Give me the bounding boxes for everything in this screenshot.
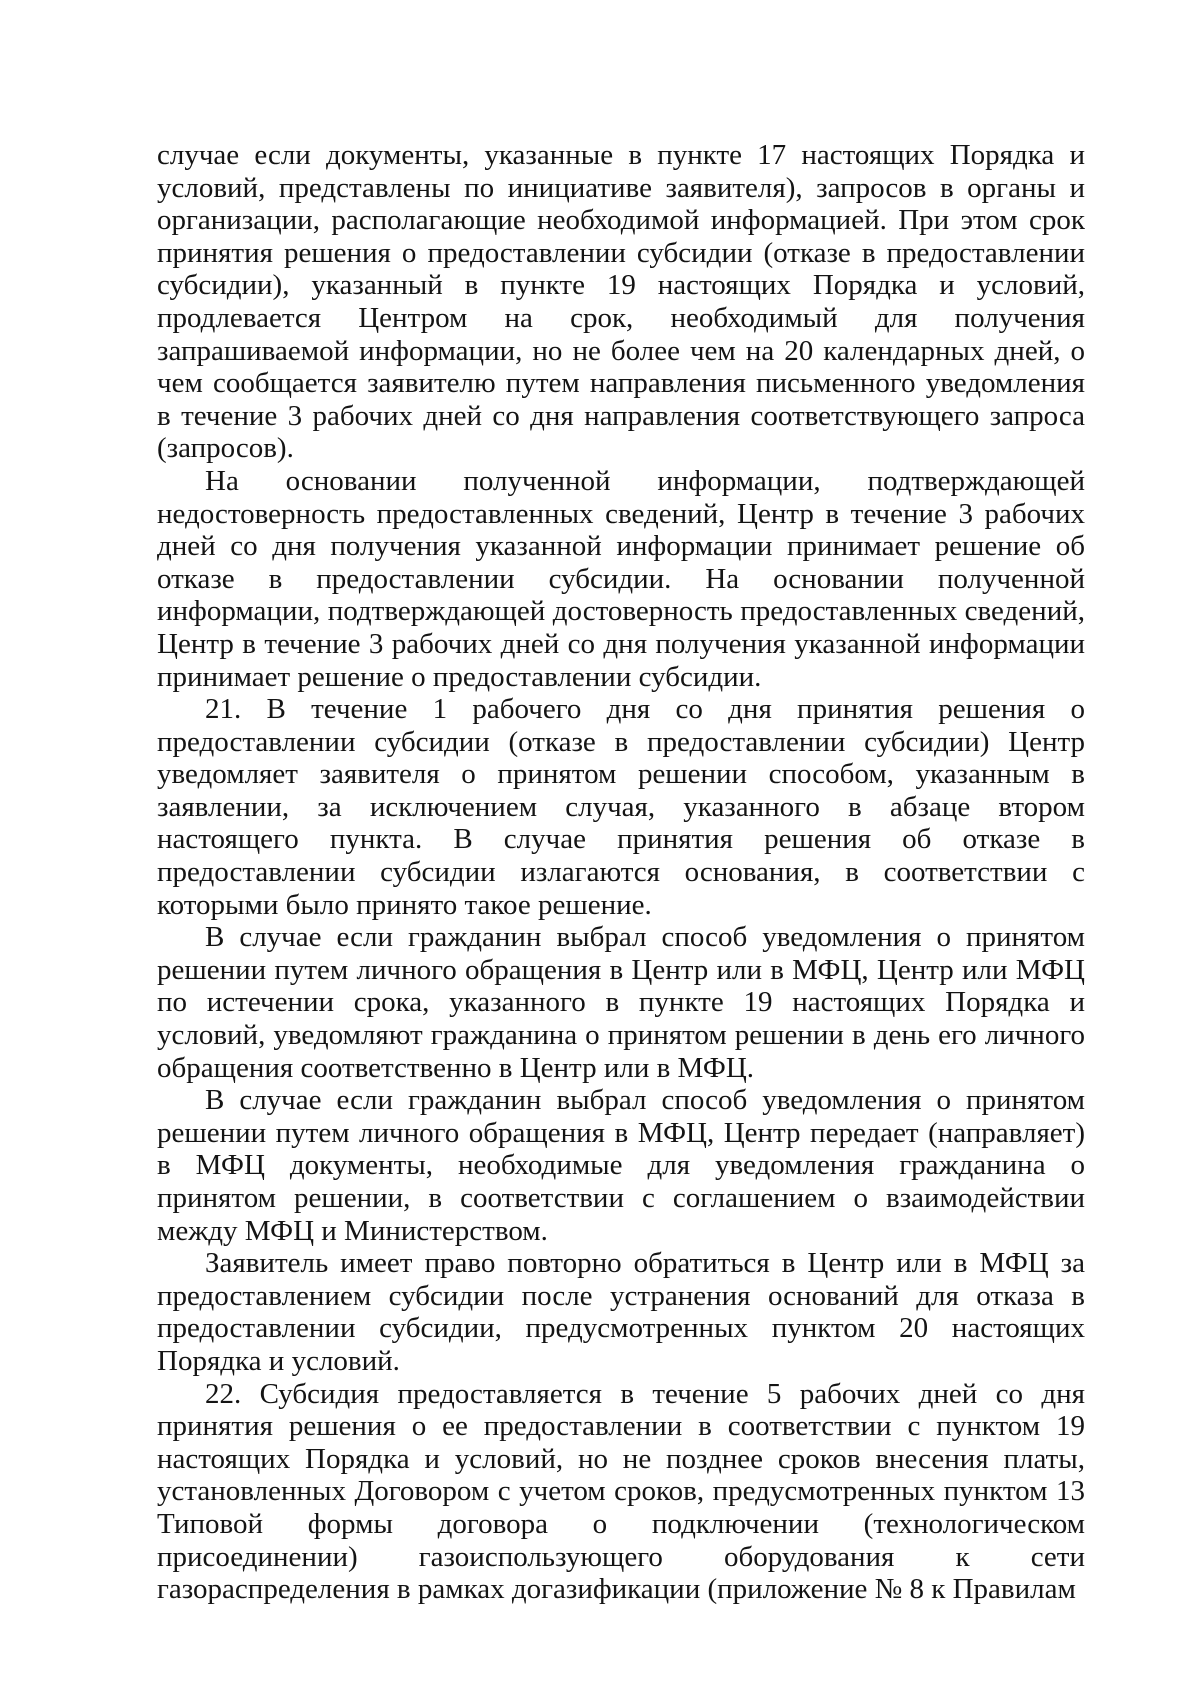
paragraph-verification-result: На основании полученной информации, подтверждающей недостоверность предоставленных сведений, Центр в течение 3 рабочих дней со дня получения указанной информации принимает решение об отказе в предоставлении субсидии. На основании полученной информации, подтверждающей достоверность предоставленных сведений, Центр в течение 3 рабочих дней со дня получения указанной информации принимает решение о предоставлении субсидии. bbox=[157, 464, 1085, 693]
paragraph-mfc-notification: В случае если гражданин выбрал способ уведомления о принятом решении путем личного обращения в МФЦ, Центр передает (направляет) в МФЦ документы, необходимые для уведомления гражданина о принятом решении, в соответствии с соглашением о взаимодействии между МФЦ и Министерством. bbox=[157, 1084, 1085, 1247]
paragraph-personal-notification: В случае если гражданин выбрал способ уведомления о принятом решении путем личного обращения в Центр или в МФЦ, Центр или МФЦ по истечении срока, указанного в пункте 19 настоящих Порядка и условий, уведомляют гражданина о принятом решении в день его личного обращения соответственно в Центр или в МФЦ. bbox=[157, 921, 1085, 1084]
paragraph-reapplication: Заявитель имеет право повторно обратиться в Центр или в МФЦ за предоставлением субсидии после устранения оснований для отказа в предоставлении субсидии, предусмотренных пунктом 20 настоящих Порядка и условий. bbox=[157, 1247, 1085, 1377]
paragraph-item-21: 21. В течение 1 рабочего дня со дня принятия решения о предоставлении субсидии (отказе в предоставлении субсидии) Центр уведомляет заявителя о принятом решении способом, указанным в заявлении, за исключением случая, указанного в абзаце втором настоящего пункта. В случае принятия решения об отказе в предоставлении субсидии излагаются основания, в соответствии с которыми было принято такое решение. bbox=[157, 693, 1085, 921]
paragraph-continuation: случае если документы, указанные в пункте 17 настоящих Порядка и условий, представлены по инициативе заявителя), запросов в органы и организации, располагающие необходимой информацией. При этом срок принятия решения о предоставлении субсидии (отказе в предоставлении субсидии), указанный в пункте 19 настоящих Порядка и условий, продлевается Центром на срок, необходимый для получения запрашиваемой информации, но не более чем на 20 календарных дней, о чем сообщается заявителю путем направления письменного уведомления в течение 3 рабочих дней со дня направления соответствующего запроса (запросов). bbox=[157, 139, 1085, 465]
paragraph-item-22: 22. Субсидия предоставляется в течение 5 рабочих дней со дня принятия решения о ее предоставлении в соответствии с пунктом 19 настоящих Порядка и условий, но не позднее сроков внесения платы, установленных Договором с учетом сроков, предусмотренных пунктом 13 Типовой формы договора о подключении (технологическом присоединении) газоиспользующего оборудования к сети газораспределения в рамках догазификации (приложение № 8 к Правилам bbox=[157, 1377, 1085, 1606]
document-body bbox=[157, 139, 1085, 1606]
